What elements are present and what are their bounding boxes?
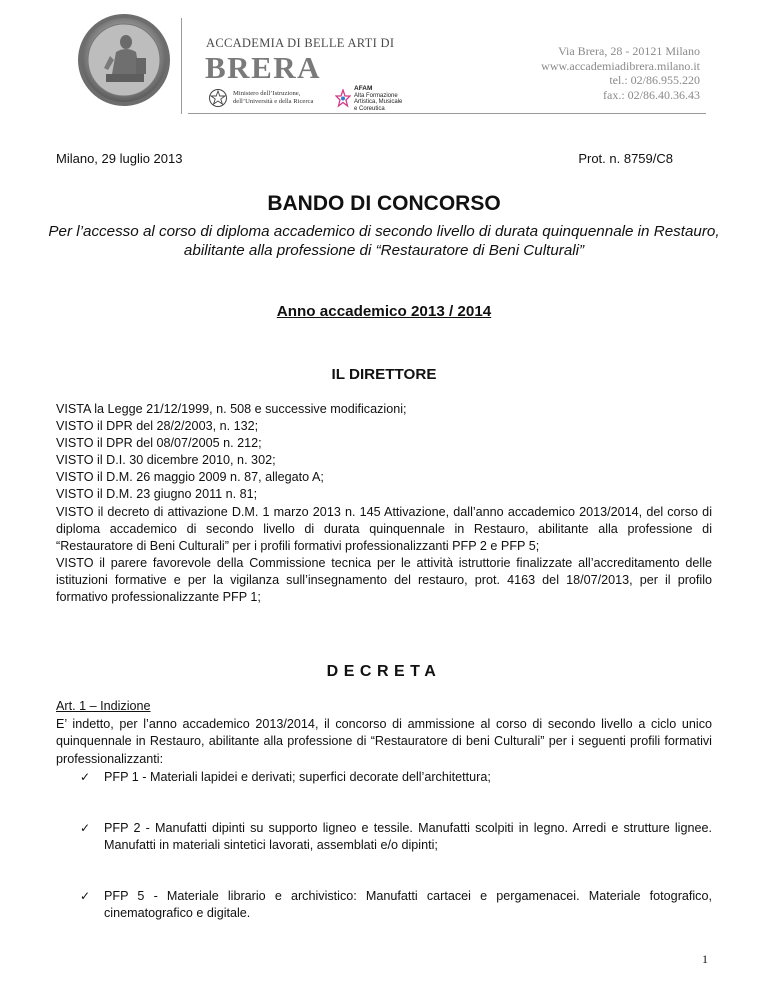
- legal-reference: VISTO il D.M. 26 maggio 2009 n. 87, allegato A;: [56, 470, 324, 485]
- legal-references: [56, 401, 712, 606]
- profile-list-item: [80, 888, 712, 923]
- ministry-logo: [208, 88, 313, 108]
- website-link[interactable]: www.accademiadibrera.milano.it: [541, 58, 700, 73]
- profile-text: PFP 5 - Materiale librario e archivistico: Manufatti cartacei e pergamenacei. Materiale fotografico, cinematografico e digitale.: [104, 889, 712, 921]
- legal-reference: VISTO il D.M. 23 giugno 2011 n. 81;: [56, 487, 258, 502]
- legal-reference: VISTO il parere favorevole della Commissione tecnica per le attività istruttorie finalizzate all’accreditamento delle istituzioni formative e per la vigilanza sull’insegnamento del restauro, prot. 4163 del 18/07/2013, per il profilo formativo professionalizzante PFP 1;: [56, 555, 712, 605]
- academy-seal-icon: [76, 12, 172, 108]
- phone-text: tel.: 02/86.955.220: [609, 73, 700, 87]
- checkmark-icon: ✓: [80, 889, 91, 903]
- checkmark-icon: ✓: [80, 770, 91, 784]
- checkmark-icon: ✓: [80, 821, 91, 835]
- profile-text: PFP 2 - Manufatti dipinti su supporto ligneo e tessile. Manufatti scolpiti in legno. Arredi e strutture lignee. Manufatti in materiali sintetici lavorati, assemblati e/o dipinti;: [104, 821, 712, 853]
- afam-text: [354, 86, 402, 112]
- afam-line: Alta Formazione: [354, 92, 398, 99]
- profile-list-item: [80, 769, 712, 786]
- ministry-text: [233, 90, 313, 106]
- legal-reference: VISTA la Legge 21/12/1999, n. 508 e successive modificazioni;: [56, 402, 407, 416]
- italian-republic-emblem-icon: [208, 88, 228, 108]
- legal-reference: VISTO il DPR del 08/07/2005 n. 212;: [56, 436, 262, 451]
- document-title: BANDO DI CONCORSO: [267, 192, 501, 215]
- decree-heading: DECRETA: [326, 663, 442, 680]
- protocol-number: Prot. n. 8759/C8: [578, 151, 673, 166]
- profile-list-item: [80, 820, 712, 855]
- legal-reference: VISTO il decreto di attivazione D.M. 1 marzo 2013 n. 145 Attivazione, dall’anno accademico 2013/2014, del corso di diploma accademico di secondo livello di durata quinquennale in Restauro, abilitante alla professione di “Restauratore di Beni Culturali” per i profili formativi professionalizzanti PFP 2 e PFP 5;: [56, 504, 712, 553]
- article-body: E’ indetto, per l’anno accademico 2013/2014, il concorso di ammissione al corso di secondo livello a ciclo unico quinquennale in Restauro, abilitante alla professione di “Restauratore di beni Culturali” per i seguenti profili formativi professionalizzanti:: [56, 717, 712, 766]
- legal-reference: VISTO il D.I. 30 dicembre 2010, n. 302;: [56, 453, 276, 468]
- ministry-line: Ministero dell’Istruzione,: [233, 90, 301, 97]
- afam-title: AFAM: [354, 85, 373, 92]
- article-title: Art. 1 – Indizione: [56, 699, 151, 713]
- page-number: 1: [702, 952, 708, 966]
- fax-text: fax.: 02/86.40.36.43: [603, 87, 700, 102]
- afam-line: e Coreutica: [354, 105, 385, 112]
- issuer-heading: IL DIRETTORE: [331, 366, 437, 383]
- legal-reference: VISTO il DPR del 28/2/2003, n. 132;: [56, 419, 259, 434]
- contact-block: [541, 44, 700, 102]
- header-horizontal-divider: [188, 113, 706, 114]
- address-text: Via Brera, 28 - 20121 Milano: [558, 44, 700, 58]
- academy-name: BRERA: [205, 50, 322, 85]
- document-subtitle: Per l’accesso al corso di diploma accademico di secondo livello di durata quinquennale in Restauro, abilitante alla professione di “Restauratore di Beni Culturali”: [48, 223, 720, 259]
- academy-label: ACCADEMIA DI BELLE ARTI DI: [206, 36, 395, 50]
- afam-star-logo-icon: [335, 89, 351, 109]
- document-date: Milano, 29 luglio 2013: [56, 151, 183, 166]
- profile-text: PFP 1 - Materiali lapidei e derivati; superfici decorate dell’architettura;: [104, 770, 491, 784]
- afam-logo: [335, 86, 402, 112]
- academic-year: Anno accademico 2013 / 2014: [276, 303, 492, 320]
- afam-line: Artistica, Musicale: [354, 99, 403, 105]
- header-vertical-divider: [181, 18, 182, 114]
- ministry-line: dell’Università e della Ricerca: [233, 98, 314, 105]
